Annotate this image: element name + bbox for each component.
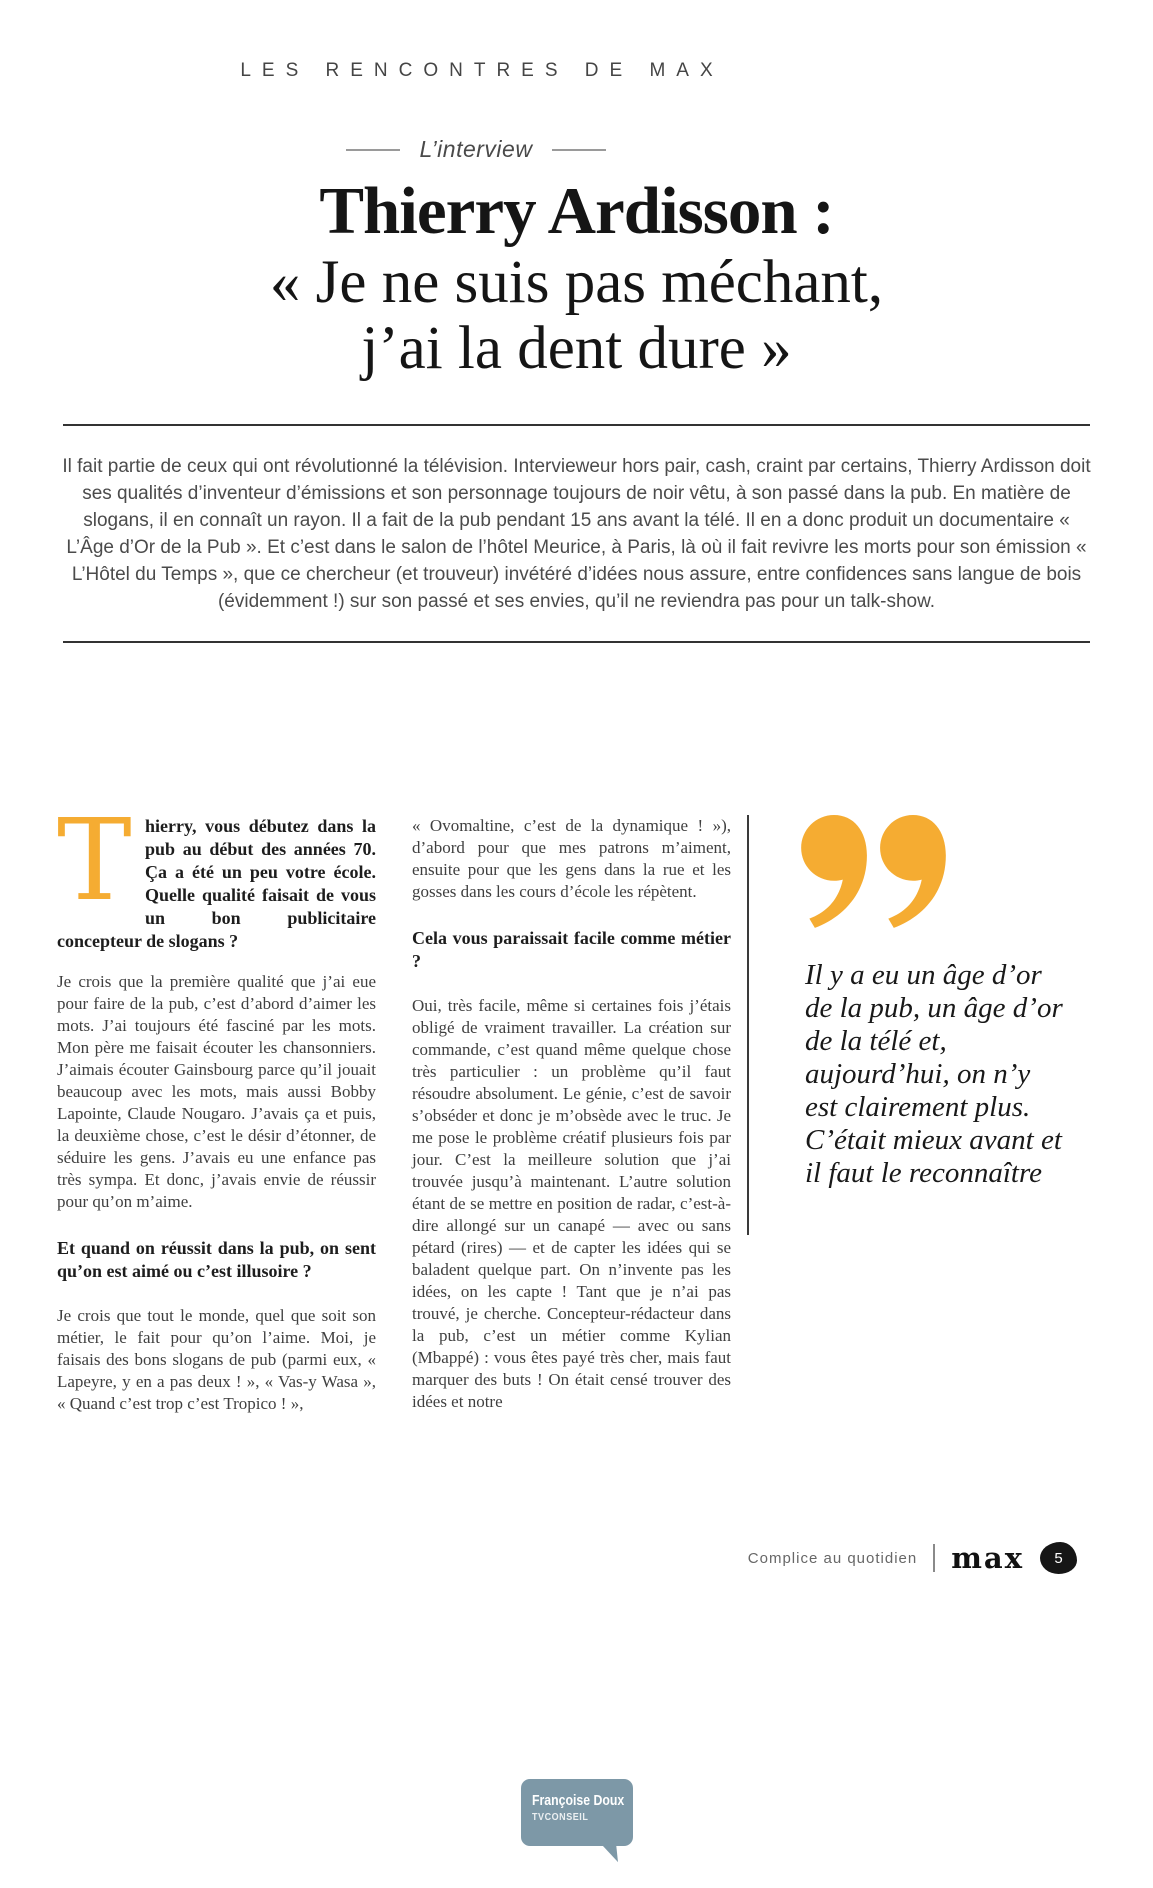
brand-logo: max [951,1541,1024,1575]
label-dash-right-icon [552,149,606,151]
quote-mark-icon [801,815,946,929]
answer-2-part-2: « Ovomaltine, c’est de la dynamique ! »), d’abord pour que mes patrons m’aiment, ensuite pour que les gens dans la rue et les gosses dans les cours d’école les répètent. [412,816,731,901]
label-dash-left-icon [346,149,400,151]
article-body [57,796,1086,1439]
section-label-text: L’interview [419,136,533,162]
dropcap-letter: T [57,796,132,926]
column-2 [412,815,731,1437]
column-1 [57,796,376,1439]
page-number-badge: 5 [1040,1542,1077,1574]
divider-bottom [63,641,1090,643]
pull-quote-column [767,815,1086,1190]
question-2: Et quand on réussit dans la pub, on sent qu’on est aimé ou c’est illusoire ? [57,1238,376,1281]
divider-top [63,424,1090,426]
answer-2-part-1: Je crois que tout le monde, quel que soit son métier, le fait pour qu’on l’aime. Moi, je faisais des bons slogans de pub (parmi eux, « Lapeyre, y en a pas deux ! », « Vas-y Wasa », « Quand c’est trop c’est Tropico ! », [57,1306,376,1413]
article-title-quote-line2: j’ai la dent dure » [361,315,792,382]
column-divider [747,815,749,1235]
agency-logo [521,1779,633,1846]
question-1-text: hierry, vous débutez dans la pub au début des années 70. Ça a été un peu votre école. Quelle qualité faisait de vous un bon publicitaire concepteur de slogans ? [57,816,376,951]
speech-bubble-tail-icon [601,1842,618,1863]
article-title-quote-line1: « Je ne suis pas méchant, [269,249,884,316]
question-1 [57,796,376,953]
page-footer [748,1542,1077,1574]
section-label [0,136,952,163]
footer-separator [933,1544,935,1572]
footer-tagline: Complice au quotidien [747,1549,918,1567]
answer-1: Je crois que la première qualité que j’ai eue pour faire de la pub, c’est d’abord d’aimer les mots. J’ai toujours été fasciné par les mots. Mon père me faisait écouter les chansonniers. J’aimais écouter Gainsbourg parce qu’il jouait beaucoup avec les mots, mais aussi Bobby Lapointe, Claude Nougaro. J’avais ça et puis, la deuxième chose, c’est le désir d’étonner, de séduire les gens. J’avais eu une enfance pas très sympa. Et donc, j’avais envie de réussir pour qu’on m’aime. [57,972,376,1211]
article-title [0,172,1153,382]
article-title-name: Thierry Ardisson : [319,174,834,248]
kicker: LES RENCONTRES DE MAX [240,60,724,81]
agency-subtitle: TVCONSEIL [532,1812,589,1823]
answer-3: Oui, très facile, même si certaines fois j’étais obligé de vraiment travailler. La création sur commande, c’est quand même quelque chose très particulier : un problème qu’il faut résoudre absolument. Le génie, c’est de savoir s’obséder et donc je m’obsède avec le truc. Je me pose le problème créatif plusieurs fois par jour. C’est la meilleure solution que j’ai trouvée jusqu’à maintenant. L’autre solution étant de se mettre en position de radar, c’est-à-dire allongé sur un canapé — avec ou sans pétard (rires) — et de capter les idées qui se baladent quelque part. On n’invente pas les idées, on les capte ! Tant que je n’ai pas trouvé, je cherche. Concepteur-rédacteur dans la pub, c’est un métier comme Kylian (Mbappé) : vous êtes payé très cher, mais faut marquer des buts ! On était censé trouver des idées et notre [412,996,731,1411]
agency-name: Françoise Doux [532,1792,625,1809]
intro-paragraph: Il fait partie de ceux qui ont révolutionné la télévision. Intervieweur hors pair, cash, craint par certains, Thierry Ardisson doit ses qualités d’inventeur d’émissions et son personnage toujours de noir vêtu, à son passé dans la pub. En matière de slogans, il en connaît un rayon. Il a fait de la pub pendant 15 ans avant la télé. Il en a donc produit un documentaire « L’Âge d’Or de la Pub ». Et c’est dans le salon de l’hôtel Meurice, à Paris, là où il fait revivre les morts pour son émission « L’Hôtel du Temps », que ce chercheur (et trouveur) invétéré d’idées nous assure, entre confidences sans langue de bois (évidemment !) sur son passé et ses envies, qu’il ne reviendra pas pour un talk-show. [62,456,1091,612]
pull-quote-text: Il y a eu un âge d’or de la pub, un âge d’or de la télé et, aujourd’hui, on n’y est clairement plus. C’était mieux avant et il faut le reconnaître [805,959,1063,1189]
question-3: Cela vous paraissait facile comme métier ? [412,928,731,971]
